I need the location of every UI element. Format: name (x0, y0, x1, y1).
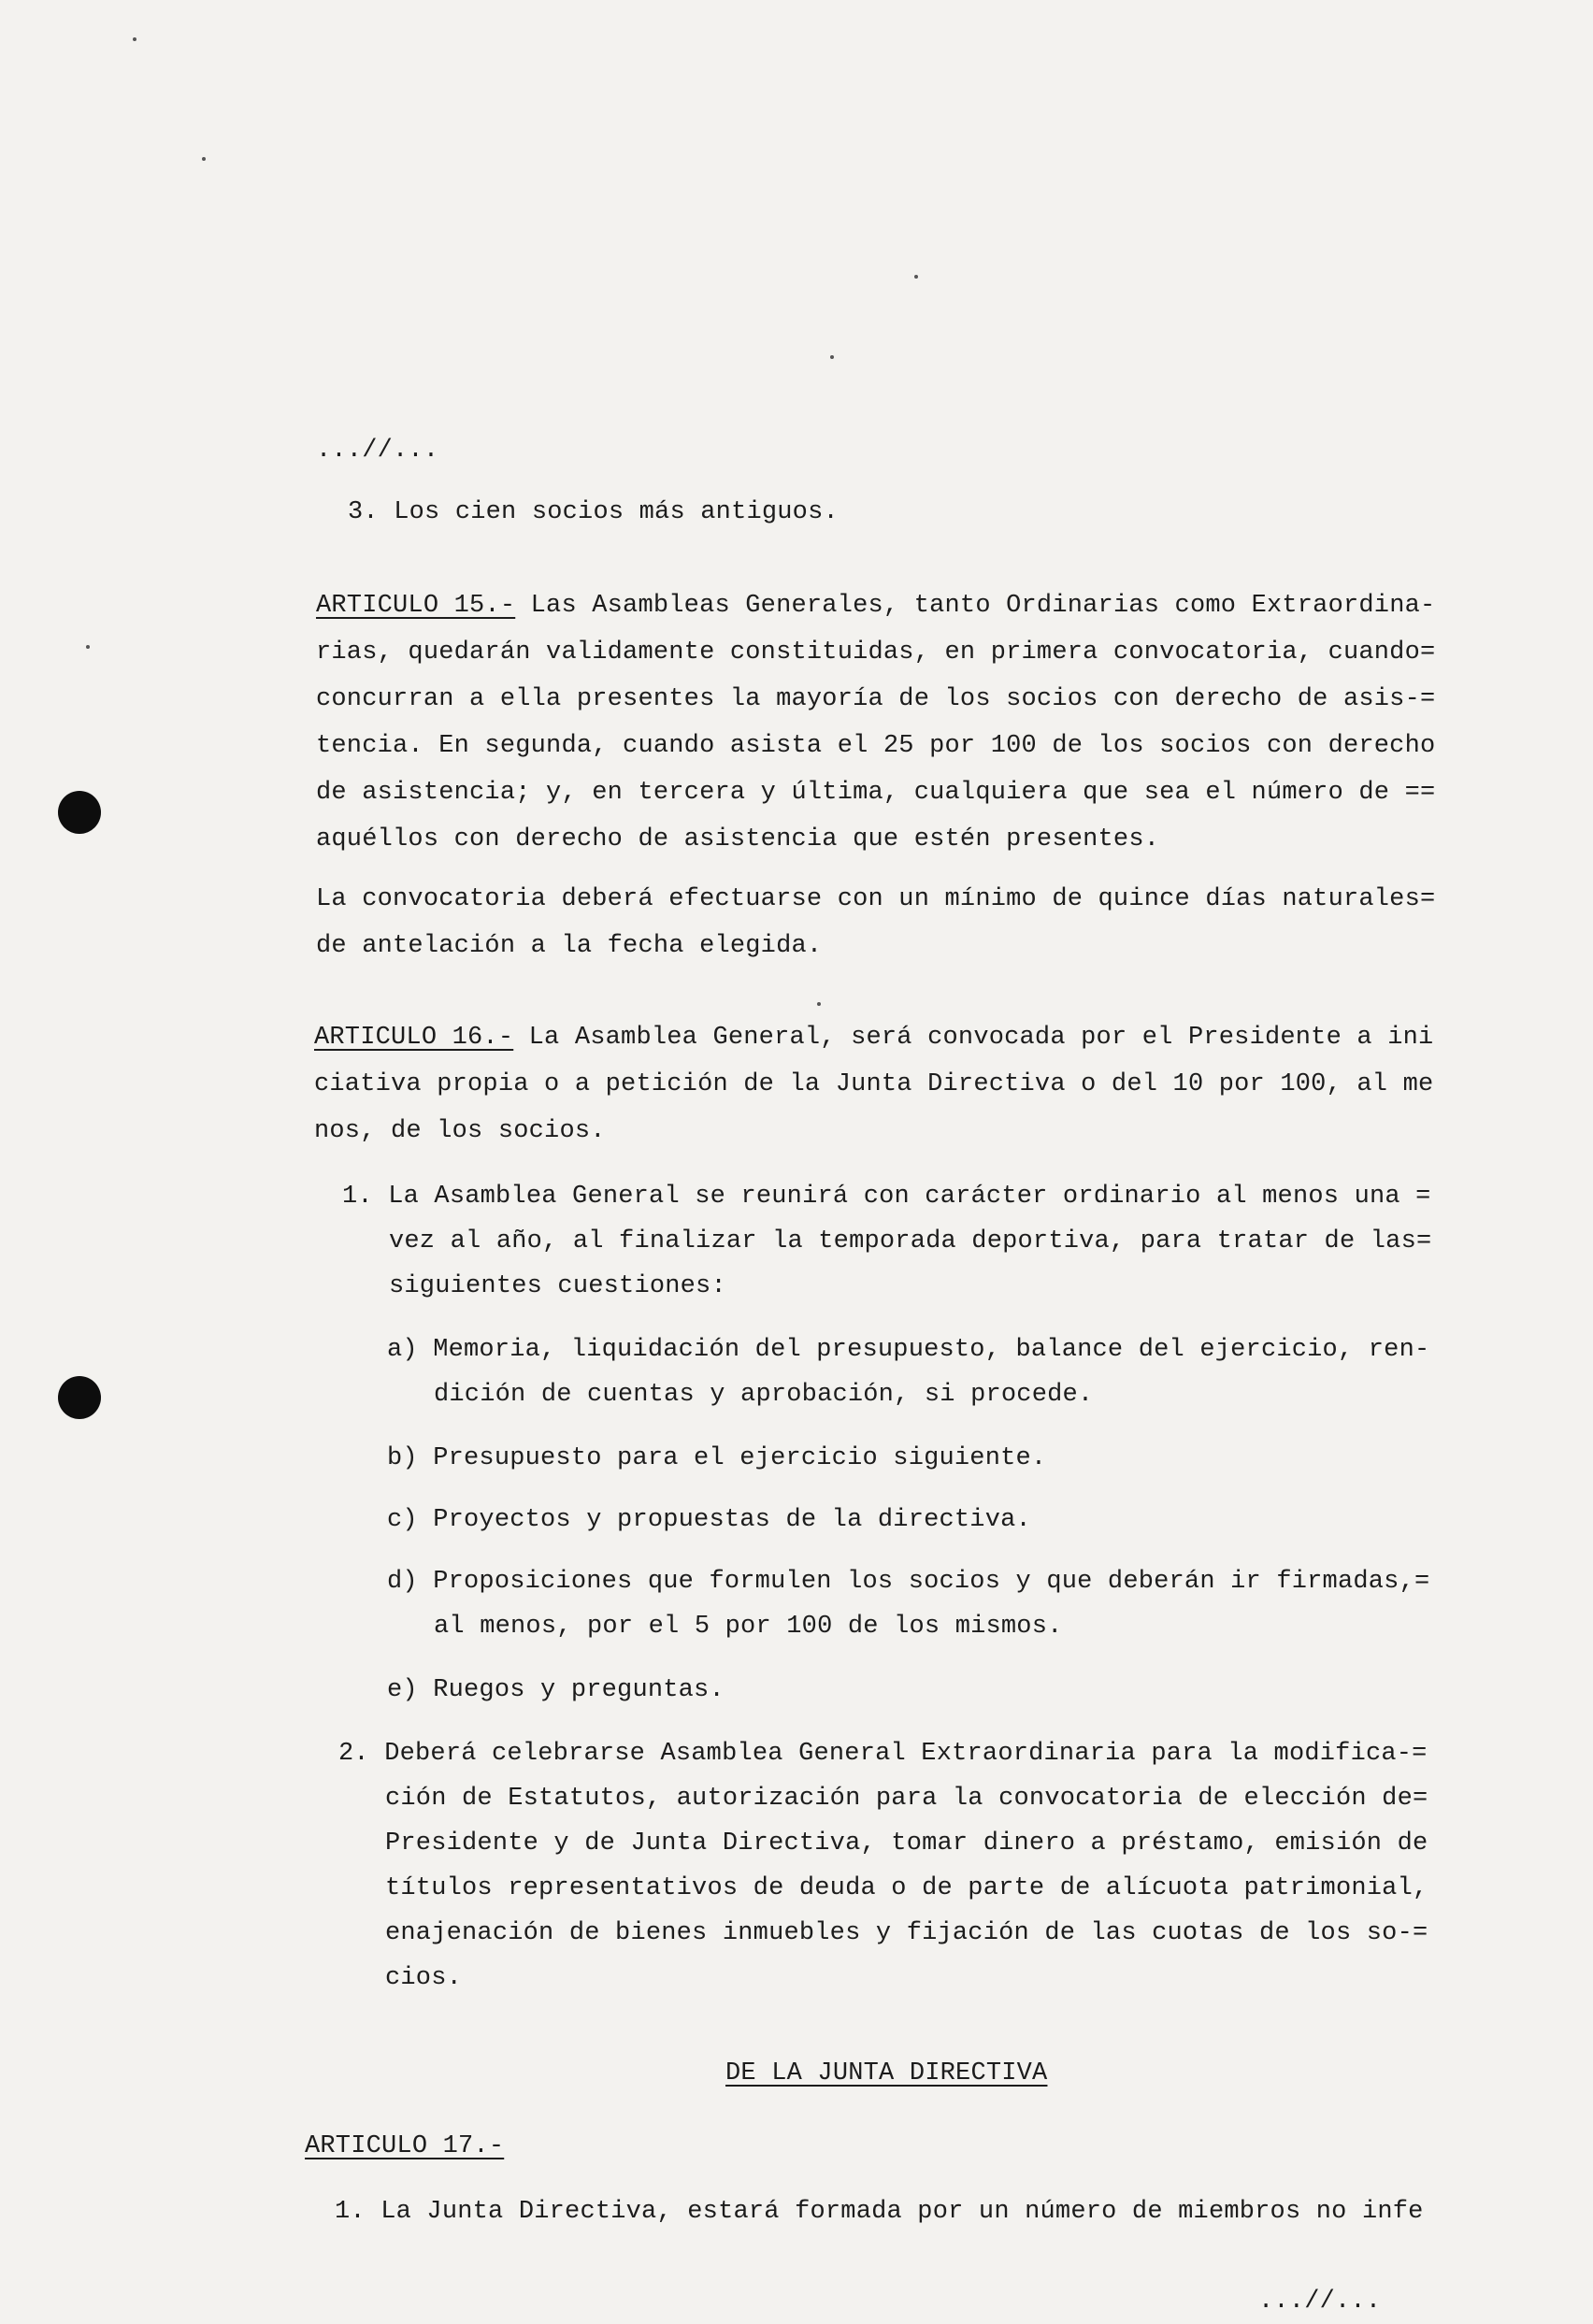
article-15-line: de asistencia; y, en tercera y última, cualquiera que sea el número de == (316, 779, 1436, 807)
article-15-line: rias, quedarán validamente constituidas, en primera convocatoria, cuando= (316, 638, 1436, 667)
punch-hole-bottom (58, 1376, 101, 1419)
list-item-3: 3. Los cien socios más antiguos. (348, 498, 839, 526)
article-16-item-2: Presidente y de Junta Directiva, tomar dinero a préstamo, emisión de (385, 1829, 1428, 1858)
article-16-item-1: siguientes cuestiones: (389, 1272, 726, 1300)
article-16-line: nos, de los socios. (314, 1117, 606, 1145)
article-16-heading: ARTICULO 16.- (314, 1024, 514, 1052)
punch-hole-top (58, 791, 101, 834)
sub-item-e: e) Ruegos y preguntas. (387, 1676, 725, 1704)
article-16-item-1: vez al año, al finalizar la temporada deportiva, para tratar de las= (389, 1227, 1432, 1255)
article-16-item-2: títulos representativos de deuda o de parte de alícuota patrimonial, (385, 1874, 1428, 1902)
article-15-line: concurran a ella presentes la mayoría de los socios con derecho de asis-= (316, 685, 1436, 713)
sub-item-c: c) Proyectos y propuestas de la directiva. (387, 1506, 1031, 1534)
article-15-paragraph-2: La convocatoria deberá efectuarse con un mínimo de quince días naturales= (316, 885, 1436, 913)
sub-item-d: d) Proposiciones que formulen los socios y que deberán ir firmadas,= (387, 1568, 1430, 1596)
scan-speck (914, 275, 918, 279)
article-16 (314, 1021, 1433, 1054)
scan-speck (133, 37, 136, 41)
sub-item-a: a) Memoria, liquidación del presupuesto, balance del ejercicio, ren- (387, 1336, 1430, 1364)
section-title: DE LA JUNTA DIRECTIVA (725, 2059, 1048, 2087)
article-16-item-2: cios. (385, 1964, 463, 1992)
article-16-item-1: 1. La Asamblea General se reunirá con carácter ordinario al menos una = (342, 1183, 1431, 1211)
scan-speck (817, 1002, 821, 1006)
article-16-item-2: enajenación de bienes inmuebles y fijación de las cuotas de los so-= (385, 1919, 1428, 1947)
article-16-line: ciativa propia o a petición de la Junta Directiva o del 10 por 100, al me (314, 1070, 1434, 1098)
article-15-line: Las Asambleas Generales, tanto Ordinarias como Extraordina- (530, 592, 1436, 620)
scan-speck (202, 157, 206, 161)
sub-item-d: al menos, por el 5 por 100 de los mismos. (434, 1613, 1063, 1641)
article-15-paragraph-2: de antelación a la fecha elegida. (316, 932, 823, 960)
article-15-line: aquéllos con derecho de asistencia que estén presentes. (316, 825, 1160, 854)
scan-speck (86, 645, 90, 649)
article-15-line: tencia. En segunda, cuando asista el 25 por 100 de los socios con derecho (316, 732, 1436, 760)
article-15 (316, 589, 1435, 623)
sub-item-b: b) Presupuesto para el ejercicio siguiente. (387, 1444, 1047, 1472)
continuation-marker-top: ...//... (316, 437, 439, 465)
article-15-heading: ARTICULO 15.- (316, 592, 516, 620)
article-17-item-1: 1. La Junta Directiva, estará formada por un número de miembros no infe (335, 2198, 1424, 2226)
article-16-item-2: 2. Deberá celebrarse Asamblea General Extraordinaria para la modifica-= (338, 1740, 1428, 1768)
scan-speck (830, 355, 834, 359)
article-16-line: La Asamblea General, será convocada por el Presidente a ini (528, 1024, 1434, 1052)
sub-item-a: dición de cuentas y aprobación, si procede. (434, 1381, 1094, 1409)
article-16-item-2: ción de Estatutos, autorización para la convocatoria de elección de= (385, 1785, 1428, 1813)
article-17-heading: ARTICULO 17.- (305, 2132, 505, 2160)
continuation-marker-bottom: ...//... (1258, 2288, 1382, 2316)
